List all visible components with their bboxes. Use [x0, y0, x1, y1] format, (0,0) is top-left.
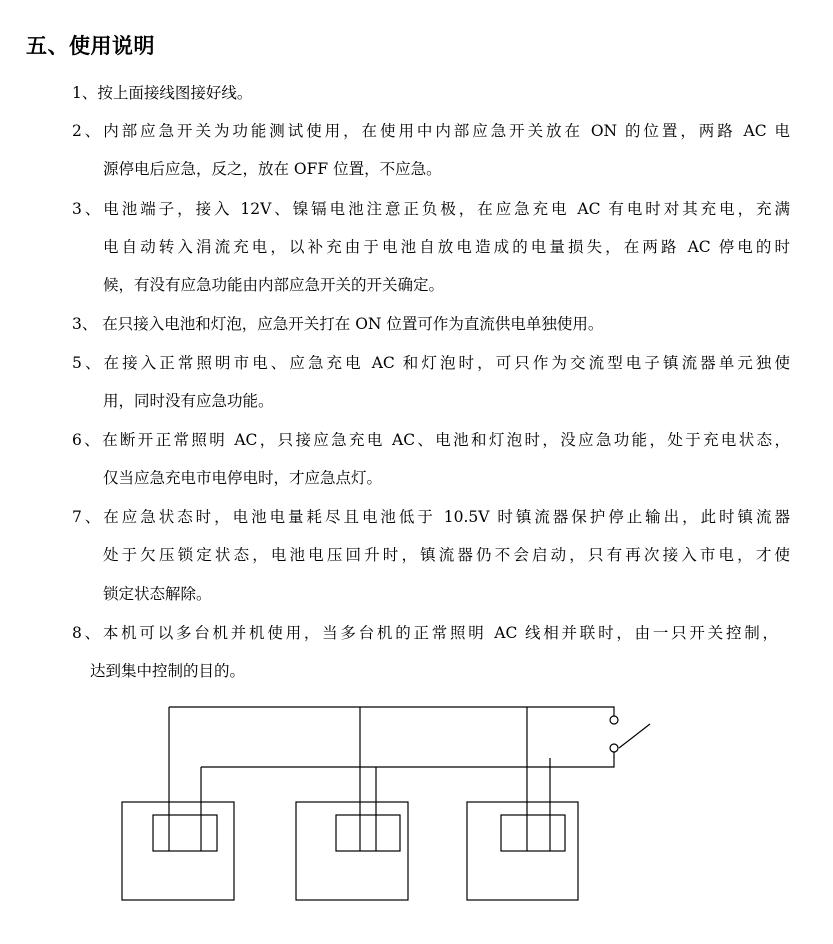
item-4-line-1: 3、 在只接入电池和灯泡，应急开关打在 ON 位置可作为直流供电单独使用。 [72, 315, 604, 333]
item-5-line-1: 5、在接入正常照明市电、应急充电 AC 和灯泡时，可只作为交流型电子镇流器单元独使 [72, 354, 790, 372]
unit-3-ballast [501, 815, 565, 851]
switch-contact-bottom [610, 744, 618, 752]
unit-2-ballast [336, 815, 400, 851]
item-6-line-2: 仅当应急充电市电停电时，才应急点灯。 [103, 469, 383, 487]
item-2-line-2: 源停电后应急，反之，放在 OFF 位置，不应急。 [103, 160, 442, 178]
item-8-line-2: 达到集中控制的目的。 [90, 662, 246, 680]
item-6-line-1: 6、在断开正常照明 AC，只接应急充电 AC、电池和灯泡时，没应急功能，处于充电状态， [72, 431, 790, 449]
item-7-line-1: 7、在应急状态时，电池电量耗尽且电池低于 10.5V 时镇流器保护停止输出，此时镇流器 [72, 508, 790, 526]
switched-bus-wire [201, 751, 614, 767]
item-7-line-3: 锁定状态解除。 [103, 585, 212, 603]
item-5-line-2: 用，同时没有应急功能。 [103, 392, 274, 410]
item-8-line-1: 8、本机可以多台机并机使用，当多台机的正常照明 AC 线相并联时，由一只开关控制， [72, 624, 778, 642]
item-3-line-3: 候，有没有应急功能由内部应急开关的开关确定。 [103, 276, 445, 294]
unit-1-ballast [153, 815, 217, 851]
section-title: 五、使用说明 [26, 34, 155, 58]
item-3-line-1: 3、电池端子，接入 12V、镍镉电池注意正负极，在应急充电 AC 有电时对其充电，充满 [72, 200, 790, 218]
item-7-line-2: 处于欠压锁定状态，电池电压回升时，镇流器仍不会启动，只有再次接入市电，才使 [103, 546, 790, 564]
item-2-line-1: 2、内部应急开关为功能测试使用，在使用中内部应急开关放在 ON 的位置，两路 AC 电 [72, 122, 790, 140]
item-1-line-1: 1、按上面接线图接好线。 [72, 84, 253, 102]
switch-contact-top [610, 716, 618, 724]
switch-blade [619, 724, 650, 748]
top-bus-wire [169, 707, 614, 716]
item-3-line-2: 电自动转入涓流充电，以补充由于电池自放电造成的电量损失，在两路 AC 停电的时 [103, 238, 790, 256]
